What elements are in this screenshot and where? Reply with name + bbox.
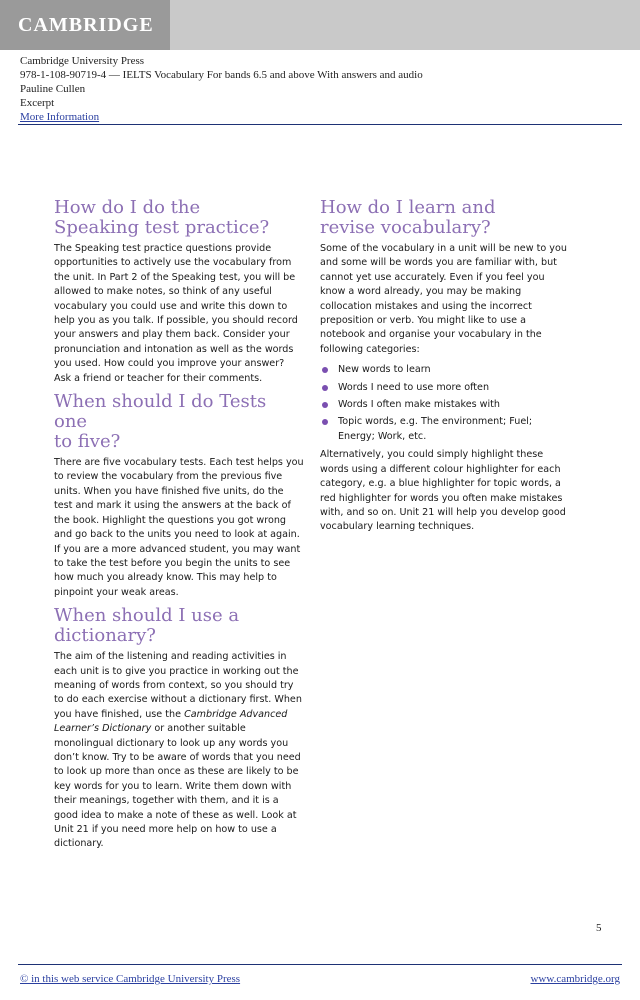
section-title-learn-revise: How do I learn and revise vocabulary?: [320, 197, 496, 238]
section-outro-learn-revise: Alternatively, you could simply highlight these words using a different colour highlighter for each category, e.g. a blue highlighter for topic words, a red highlighter for words you often make mistakes with, and so on. Unit 21 will help you develop good vocabulary learning techniques.: [320, 449, 566, 533]
section-intro-learn-revise: Some of the vocabulary in a unit will be new to you and some will be words you are familiar with, but cannot yet use accurately. Even if you feel you know a word already, you may be making collocation mistakes and using the incorrect preposition or verb. You might like to use a notebook and organise your vocabulary in the following categories:: [320, 243, 567, 355]
cambridge-logo[interactable]: CAMBRIDGE: [18, 14, 154, 36]
section-body-tests: There are five vocabulary tests. Each test helps you to review the vocabulary from the previous five units. When you have finished five units, do the test and mark it using the answers at the back of the book. Highlight the questions you got wrong and go back to the units you need to look at again. If you are a more advanced student, you may want to take the test before you begin the units to see how much you already know. This may help to pinpoint your weak areas.: [54, 457, 304, 598]
more-information-link[interactable]: More Information: [20, 111, 100, 123]
copyright-link[interactable]: © in this web service Cambridge University Press: [20, 973, 241, 985]
page-number: 5: [596, 922, 602, 934]
bullet-icon: [322, 367, 328, 373]
isbn-title: 978-1-108-90719-4 — IELTS Vocabulary For bands 6.5 and above With answers and audio: [20, 69, 423, 81]
publisher-name: Cambridge University Press: [20, 55, 145, 67]
footer-divider: [18, 964, 622, 965]
book-metadata: [20, 54, 423, 124]
logo-block: [0, 0, 170, 50]
header-bar: [0, 0, 640, 50]
list-item: Words I often make mistakes with: [320, 398, 568, 412]
section-title-dictionary: When should I use a dictionary?: [54, 605, 240, 647]
section-body-dictionary: The aim of the listening and reading activities in each unit is to give you practice in working out the meaning of words from context, so you should try to do each exercise without a dictionary first. When you have finished, use the Cambridge Advanced Learner’s Dictionary or another suitable monolingual dictionary to look up any words you don’t know. Try to be aware of words that you need to look up more than once as these are likely to be key words for you to learn. Write them down with their meanings, together with them, and it is a good idea to make a note of these as well. Look at Unit 21 if you need more help on how to use a dictionary.: [54, 651, 302, 850]
list-item: Topic words, e.g. The environment; Fuel; Energy; Work, etc.: [320, 415, 568, 444]
excerpt-label: Excerpt: [20, 97, 55, 109]
left-column: [54, 198, 304, 858]
bullet-icon: [322, 419, 328, 425]
author-name: Pauline Cullen: [20, 83, 86, 95]
right-column: [320, 198, 568, 541]
header-divider: [18, 124, 622, 125]
dictionary-title: Cambridge Advanced Learner’s Dictionary: [54, 708, 288, 735]
category-list: [320, 363, 568, 444]
section-body-speaking: The Speaking test practice questions provide opportunities to actively use the vocabulary from the unit. In Part 2 of the Speaking test, you will be allowed to make notes, so think of any useful vocabulary you could use and write this down to help you as you talk. If possible, you should record your answers and play them back. Consider your pronunciation and intonation as well as the words you used. How could you improve your answer? Ask a friend or teacher for their comments.: [54, 243, 298, 384]
list-item: New words to learn: [320, 363, 568, 377]
bullet-icon: [322, 402, 328, 408]
list-item: Words I need to use more often: [320, 381, 568, 395]
section-title-speaking: How do I do the Speaking test practice?: [54, 197, 270, 238]
website-link[interactable]: www.cambridge.org: [530, 973, 620, 985]
section-title-tests: When should I do Tests one to five?: [54, 391, 267, 453]
bullet-icon: [322, 385, 328, 391]
